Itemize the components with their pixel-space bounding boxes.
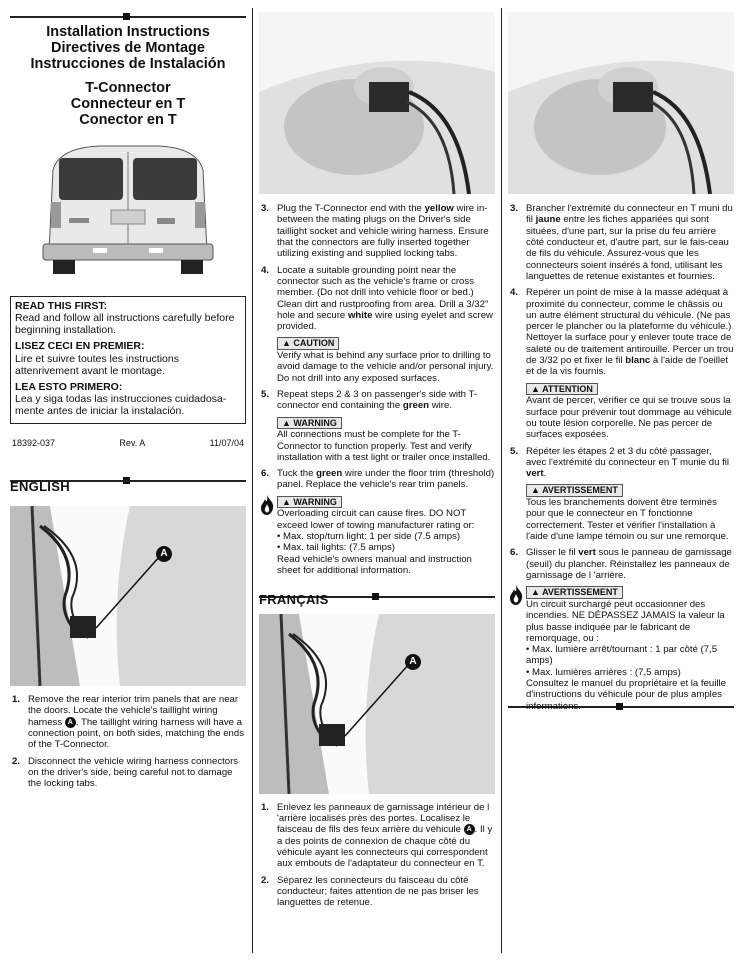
en-step-2 [10, 756, 246, 790]
read-first-fr-heading: LISEZ CECI EN PREMIER: [15, 340, 145, 353]
fire-hazard-icon [259, 495, 275, 515]
callout-a-inline: A [65, 717, 76, 728]
read-first-en-text: Read and follow all instructions carefully before beginning installation. [15, 312, 235, 337]
warning-label: ▲ WARNING [277, 496, 342, 509]
part-number: 18392-037 [12, 438, 56, 449]
harness-photo-drawing [10, 506, 246, 686]
revision: Rev. A [119, 438, 146, 449]
column-1 [10, 10, 246, 790]
warning-text: Un circuit surchargé peut occasionner des incendies. NE DÉPASSEZ JAMAIS la valeur la plus basse indiquée par le fabricant de remorquage, ou : [526, 598, 725, 644]
amp-limits [277, 531, 495, 554]
read-first-box [10, 296, 246, 424]
fr-step-4 [508, 287, 734, 378]
step-text: Brancher l'extrémité du connecteur en T muni du fil jaune entre les fiches appariées qui sont situées, d'une part, sur la prise du feu arrière côté conducteur et, d'autre part, sur le fais-ceau de fils du véhicule. Assurez-vous que les connecteurs soient insérés à fond, utilisant les languettes de retenue existantes et fournies. [526, 203, 733, 282]
amp-limits [526, 644, 734, 678]
document-titles [10, 24, 246, 72]
connector-photo-en [259, 12, 495, 194]
en-step-6 [259, 468, 495, 491]
fr-step-6 [508, 547, 734, 581]
product-en: T-Connector [85, 80, 171, 96]
warning-text: All connections must be complete for the T-Connector to function properly. Test and verify installation with a test light or trailer once installed. [277, 429, 491, 463]
caution-text: Verify what is behind any surface prior to drilling to avoid damage to the vehicle and/or personal injury. Do not drill into any exposed surfaces. [277, 350, 494, 384]
title-fr: Directives de Montage [51, 40, 205, 56]
french-heading: FRANÇAIS [259, 592, 329, 608]
bullet-item: • Max. lumière arrêt/tournant : 1 par côté (7,5 amps) [526, 644, 718, 667]
step-number: 3. [261, 203, 270, 214]
caution-text: Avant de percer, vérifier ce qui se trouve sous la surface pour prévenir tout dommage au véhicule ou toute lésion corporelle. Ne pas percer de surfaces exposées. [526, 395, 732, 441]
step-number: 3. [510, 203, 519, 214]
taillight-harness-photo-en [10, 506, 246, 686]
step-number: 1. [12, 694, 21, 706]
step-number: 4. [510, 287, 519, 299]
read-first-fr-text: Lire et suivre toutes les instructions attenrivement avant le montage. [15, 352, 179, 377]
step-number: 5. [261, 388, 270, 400]
fire-warning-block [259, 491, 495, 576]
english-steps-col2 [259, 203, 495, 576]
connector-photo-drawing [508, 12, 734, 194]
step-number: 2. [261, 874, 270, 886]
en-step-5 [259, 389, 495, 412]
column-3 [508, 10, 734, 712]
english-steps-col1 [10, 694, 246, 790]
warning-label: ▲ AVERTISSEMENT [526, 586, 623, 599]
caution-label: ▲ ATTENTION [526, 383, 598, 396]
english-heading: ENGLISH [10, 478, 70, 494]
connector-photo-drawing [259, 12, 495, 194]
step-text: Remove the rear interior trim panels that are near the doors. Locate the vehicle's taillight wiring harness A . The taillight wiring harness will have a connection point, on both sides, matching the ends of the T-Connector. [28, 694, 245, 751]
read-first-es-text: Lea y siga todas las instrucciones cuidadosa-mente antes de iniciar la instalación. [15, 393, 227, 418]
warning-tail: Read vehicle's owners manual and instruction sheet for additional information. [277, 553, 472, 576]
step-text: Tuck the green wire under the floor trim (threshold) panel. Replace the vehicle's rear trim panels. [277, 468, 495, 491]
french-steps-col2 [259, 802, 495, 909]
en-step-3 [259, 203, 495, 260]
column-2 [259, 10, 495, 908]
product-es: Conector en T [79, 112, 177, 128]
step-text: Locate a suitable grounding point near the connector such as the vehicle's frame or cross member. (Do not drill into vehicle floor or bed.) Clean dirt and rustproofing from area. Drill a 3/32" hole and secure white wire using eyelet and screw provided. [277, 264, 493, 333]
step-number: 6. [261, 468, 270, 480]
document-meta [10, 438, 246, 449]
callout-a-marker: A [405, 654, 421, 670]
product-fr: Connecteur en T [70, 96, 186, 112]
date: 11/07/04 [209, 438, 244, 449]
bullet-item: • Max. lumières arrières : (7,5 amps) [526, 666, 681, 678]
fr-step-3 [508, 203, 734, 282]
warning-text: Tous les branchements doivent être terminés pour que le connecteur en T fonctionne correctement. Tester et vérifier l'installation à l'aide d'une lampe témoin ou sur une remorque. [526, 497, 729, 543]
bullet-item: • Max. tail lights: (7.5 amps) [277, 542, 395, 554]
column-divider-left [252, 8, 253, 953]
step-text: Repeat steps 2 & 3 on passenger's side with T-connector end containing the green wire. [277, 388, 478, 412]
title-en: Installation Instructions [46, 24, 210, 40]
bullet-item: • Max. stop/turn light: 1 per side (7.5 amps) [277, 531, 461, 543]
harness-photo-drawing [259, 614, 495, 794]
step-text: Répéter les étapes 2 et 3 du côté passager, avec l'extrémité du connecteur en T munie du fil vert. [526, 445, 730, 480]
fire-hazard-icon [508, 585, 524, 605]
caution-label: ▲ CAUTION [277, 337, 339, 350]
connector-photo-fr [508, 12, 734, 194]
title-es: Instrucciones de Instalación [30, 56, 226, 72]
fr-step-5 [508, 446, 734, 480]
step-text: Séparez les connecteurs du faisceau du côté conducteur; faites attention de ne pas briser les languettes de retenue. [277, 874, 479, 909]
callout-a-inline: A [464, 824, 475, 835]
fire-warning-block [508, 581, 734, 712]
en-step-1 [10, 694, 246, 751]
read-first-en-heading: READ THIS FIRST: [15, 300, 108, 312]
taillight-harness-photo-fr [259, 614, 495, 794]
warning-text: Overloading circuit can cause fires. DO NOT exceed lower of towing manufacturer rating or: [277, 508, 475, 531]
step-text: Enlevez les panneaux de garnissage intérieur de l 'arrière localisés près des portes. Localisez le faisceau de fils des feux arrière du véhicule A . Il y a des points de connexion de chaque côté du véhicule ayant les connecteurs qui correspondent aux embouts de l'adaptateur du connecteur en T. [277, 801, 493, 870]
step-text: Disconnect the vehicle wiring harness connectors on the driver's side, being careful not to damage the locking tabs. [28, 755, 239, 790]
callout-a-marker: A [156, 546, 172, 562]
read-first-es-heading: LEA ESTO PRIMERO: [15, 380, 123, 393]
warning-label: ▲ AVERTISSEMENT [526, 484, 623, 497]
step-text: Plug the T-Connector end with the yellow wire in-between the mating plugs on the Driver's side taillight socket and vehicle wiring harness. Ensure that the connectors are fully inserted together utilizing existing and supplied locking tabs. [277, 203, 489, 260]
step-number: 2. [12, 755, 21, 767]
column-divider-right [501, 8, 502, 953]
product-names [10, 80, 246, 128]
step-number: 5. [510, 445, 519, 457]
step-number: 4. [261, 264, 270, 276]
van-rear-illustration [39, 140, 217, 276]
fr-step-1 [259, 802, 495, 870]
french-steps-col3 [508, 203, 734, 712]
step-number: 6. [510, 547, 519, 559]
fr-step-2 [259, 875, 495, 909]
warning-label: ▲ WARNING [277, 417, 342, 430]
step-number: 1. [261, 801, 270, 813]
step-text: Repérer un point de mise à la masse adéquat à proximité du connecteur, comme le châssis ou un autre élément structural du véhicule. (Ne pas percer le plancher ou la plateforme du véhicule.) Nettoyer la surface pour y enlever toute trace de saleté ou de traitement antirouille. Percer un trou de 3/32 po et fixer le fil blanc à l'aide de l'oeillet et de la vis fournis. [526, 287, 734, 378]
en-step-4 [259, 265, 495, 333]
warning-tail: Consultez le manuel du propriétaire et la feuille d'instructions du véhicule pour de plus amples informations. [526, 678, 726, 712]
step-text: Glisser le fil vert sous le panneau de garnissage (seuil) du plancher. Réinstallez les panneaux de garnissage de l 'arrière. [526, 547, 732, 581]
